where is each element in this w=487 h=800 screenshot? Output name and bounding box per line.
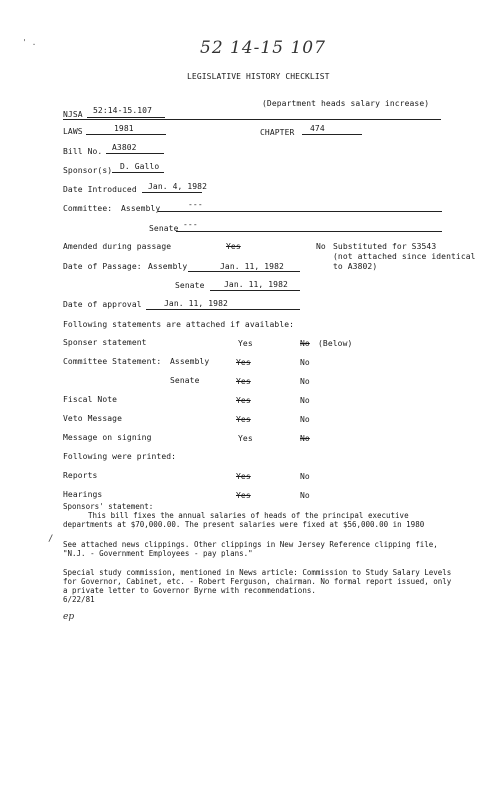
bill-underline <box>106 153 164 154</box>
commission-line2: for Governor, Cabinet, etc. - Robert Ferguson, chairman. No formal report issued, only <box>63 577 452 586</box>
veto-message-label: Veto Message <box>63 414 122 423</box>
passage-assembly-label: Assembly <box>148 262 188 271</box>
fiscal-note-label: Fiscal Note <box>63 395 118 404</box>
printed-heading: Following were printed: <box>63 452 177 461</box>
veto-message-yes: Yes <box>236 415 251 424</box>
amended-yes: Yes <box>226 242 241 251</box>
sponsor-value: D. Gallo <box>120 162 160 171</box>
date-introduced-value: Jan. 4, 1982 <box>148 182 207 191</box>
commission-line1: Special study commission, mentioned in News article: Commission to Study Salary Levels <box>63 568 452 577</box>
passage-assembly-value: Jan. 11, 1982 <box>220 262 284 271</box>
amended-no: No <box>316 242 326 251</box>
bill-value: A3802 <box>112 143 137 152</box>
sponsor-statement-label: Sponser statement <box>63 338 147 347</box>
committee-assembly-underline <box>158 211 442 212</box>
laws-label: LAWS <box>63 127 83 136</box>
njsa-rule <box>63 119 441 120</box>
clippings-line1: See attached news clippings. Other clippings in New Jersey Reference clipping file, <box>63 540 438 549</box>
sponsor-statement-no: No <box>300 339 310 348</box>
veto-message-no: No <box>300 415 310 424</box>
date-introduced-label: Date Introduced <box>63 185 137 194</box>
sponsor-statement-yes: Yes <box>238 339 253 348</box>
bill-label: Bill No. <box>63 147 103 156</box>
sponsor-underline <box>112 172 164 173</box>
sponsor-label: Sponsor(s) <box>63 166 113 175</box>
amended-label: Amended during passage <box>63 242 172 251</box>
laws-value: 1981 <box>114 124 134 133</box>
page-title: LEGISLATIVE HISTORY CHECKLIST <box>187 72 330 81</box>
committee-statement-label: Committee Statement: <box>63 357 162 366</box>
signing-message-yes: Yes <box>238 434 253 443</box>
signing-message-label: Message on signing <box>63 433 152 442</box>
margin-marks: ' . <box>22 38 37 47</box>
hearings-yes: Yes <box>236 491 251 500</box>
passage-senate-label: Senate <box>175 281 205 290</box>
reports-label: Reports <box>63 471 98 480</box>
committee-assembly-value: --- <box>188 200 203 209</box>
approval-underline <box>146 309 300 310</box>
njsa-value: 52:14-15.107 <box>93 106 152 115</box>
substituted-line1: Substituted for S3543 <box>333 242 437 251</box>
passage-label: Date of Passage: <box>63 262 142 271</box>
committee-statement-no: No <box>300 358 310 367</box>
sponsor-statement-note: (Below) <box>318 339 353 348</box>
hearings-no: No <box>300 491 310 500</box>
hearings-label: Hearings <box>63 490 103 499</box>
committee-assembly-label: Assembly <box>121 204 161 213</box>
commission-line3: a private letter to Governor Byrne with recommendations. <box>63 586 316 595</box>
approval-label: Date of approval <box>63 300 142 309</box>
senate-statement-no: No <box>300 377 310 386</box>
committee-label: Committee: <box>63 204 113 213</box>
committee-statement-assembly: Assembly <box>170 357 210 366</box>
substituted-line2: (not attached since identical <box>333 252 476 261</box>
substituted-line3: to A3802) <box>333 262 378 271</box>
statement-line1: This bill fixes the annual salaries of heads of the principal executive <box>88 511 409 520</box>
reports-no: No <box>300 472 310 481</box>
fiscal-note-no: No <box>300 396 310 405</box>
clippings-line2: "N.J. - Government Employees - pay plans." <box>63 549 253 558</box>
committee-senate-underline <box>176 231 442 232</box>
margin-mark: / <box>48 534 54 544</box>
approval-value: Jan. 11, 1982 <box>164 299 228 308</box>
statement-heading: Sponsors' statement: <box>63 502 154 511</box>
date-introduced-underline <box>142 192 202 193</box>
reports-yes: Yes <box>236 472 251 481</box>
chapter-underline <box>302 134 362 135</box>
passage-senate-value: Jan. 11, 1982 <box>224 280 288 289</box>
chapter-value: 474 <box>310 124 325 133</box>
signing-message-no: No <box>300 434 310 443</box>
committee-senate-label: Senate <box>149 224 179 233</box>
attached-heading: Following statements are attached if available: <box>63 320 295 329</box>
committee-statement-yes: Yes <box>236 358 251 367</box>
fiscal-note-yes: Yes <box>236 396 251 405</box>
passage-assembly-underline <box>188 271 300 272</box>
passage-senate-underline <box>210 290 300 291</box>
initials: ep <box>63 612 75 622</box>
statement-line2: departments at $70,000.00. The present salaries were fixed at $56,000.00 in 1980 <box>63 520 425 529</box>
handwritten-citation: 52 14-15 107 <box>200 38 326 58</box>
laws-underline <box>86 134 166 135</box>
committee-senate-value: --- <box>183 220 198 229</box>
njsa-label: NJSA <box>63 110 83 119</box>
date-stamp: 6/22/81 <box>63 595 95 604</box>
department-note: (Department heads salary increase) <box>262 99 430 108</box>
chapter-label: CHAPTER <box>260 128 295 137</box>
senate-statement-label: Senate <box>170 376 200 385</box>
senate-statement-yes: Yes <box>236 377 251 386</box>
njsa-underline <box>87 117 165 118</box>
